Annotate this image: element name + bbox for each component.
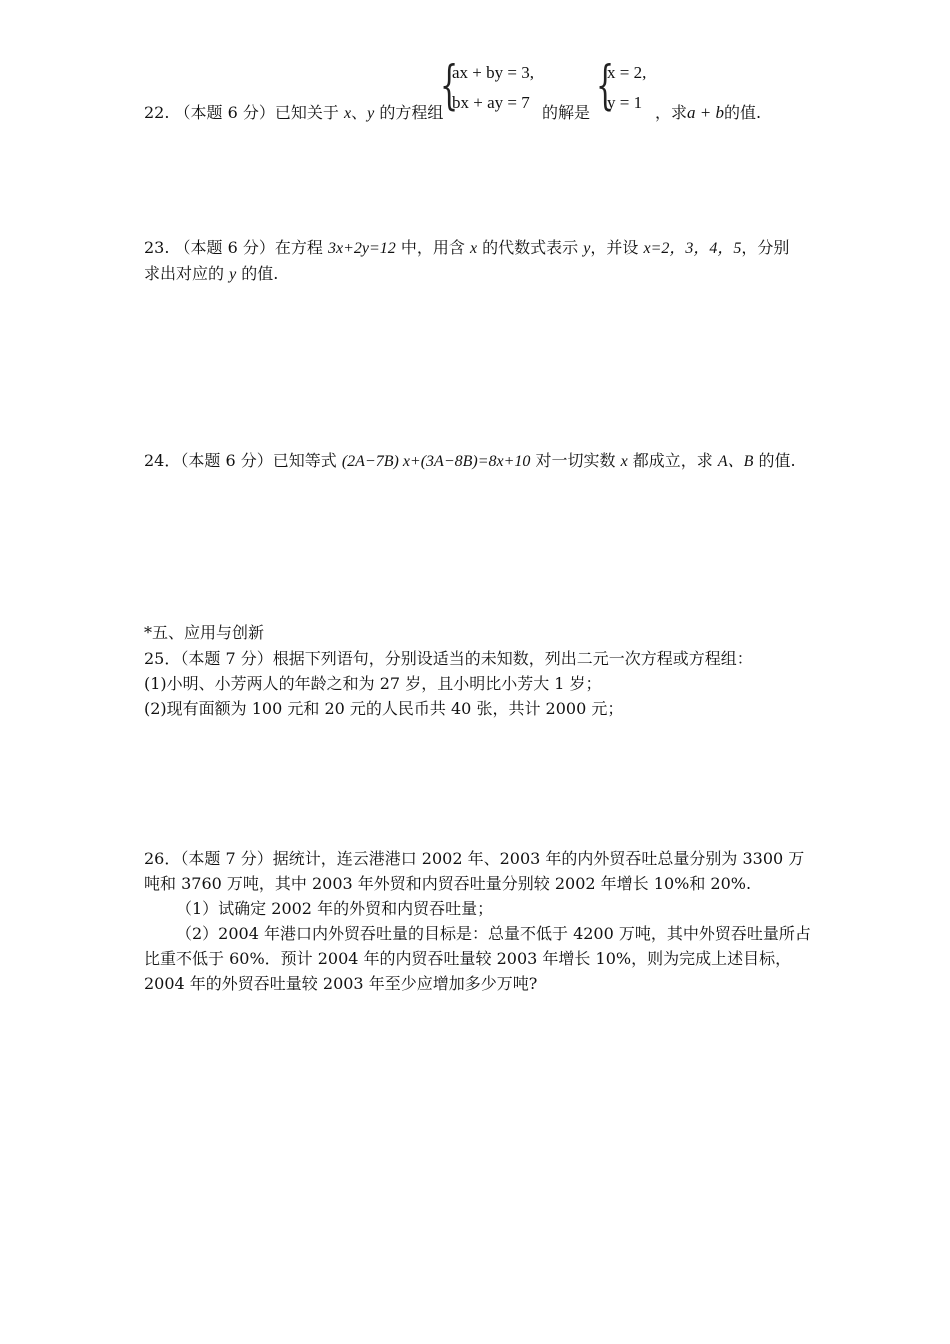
q26-part-2-line-2: 比重不低于 60%．预计 2004 年的内贸吞吐量较 2003 年增长 10%，则为完成上述目标， <box>144 949 792 968</box>
q22-ask: ，求a + b的值. <box>655 103 762 122</box>
system-equation-1: ax + by = 3, <box>452 63 534 82</box>
system-equation-2: bx + ay = 7 <box>452 93 530 112</box>
q22-solution-label: 的解是 <box>542 103 591 122</box>
q23-line-2: 求出对应的 y 的值. <box>144 264 279 283</box>
q26-line-1: 26．（本题 7 分）据统计，连云港港口 2002 年、2003 年的内外贸吞吐总量分别为 3300 万 <box>144 849 805 868</box>
solution-brace-icon: { <box>596 56 615 116</box>
identity-equation: (2A−7B) x+(3A−8B)=8x+10 <box>341 453 531 470</box>
q25-line-2: (1)小明、小芳两人的年龄之和为 27 岁，且小明比小芳大 1 岁； <box>144 674 602 693</box>
q22-lead-text: 22. （本题 6 分）已知关于 x、y 的方程组 <box>144 103 444 122</box>
var-x: x <box>343 105 352 122</box>
sum-expression: a + b <box>687 103 724 122</box>
q25-line-3: (2)现有面额为 100 元和 20 元的人民币共 40 张，共计 2000 元； <box>144 699 624 718</box>
equation-inline: 3x+2y=12 <box>327 240 396 257</box>
q25-line-1: 25．（本题 7 分）根据下列语句，分别设适当的未知数，列出二元一次方程或方程组： <box>144 649 753 668</box>
q26-part-1: （1）试确定 2002 年的外贸和内贸吞吐量； <box>176 899 494 918</box>
solution-equation-2: y = 1 <box>607 93 643 112</box>
q26-part-2-line-1: （2）2004 年港口内外贸吞吐量的目标是：总量不低于 4200 万吨，其中外贸吞吐量所占 <box>176 924 811 943</box>
q23-line-1: 23. （本题 6 分）在方程 3x+2y=12 中，用含 x 的代数式表示 y，并设 x=2，3，4，5，分别 <box>144 238 790 257</box>
solution-equation-1: x = 2, <box>607 63 647 82</box>
system-brace-icon: { <box>440 56 459 116</box>
q24-line: 24．（本题 6 分）已知等式 (2A−7B) x+(3A−8B)=8x+10 对一切实数 x 都成立，求 A、B 的值. <box>144 451 796 470</box>
var-y: y <box>367 105 375 122</box>
q26-line-2: 吨和 3760 万吨，其中 2003 年外贸和内贸吞吐量分别较 2002 年增长 10%和 20%. <box>144 874 752 893</box>
q26-part-2-line-3: 2004 年的外贸吞吐量较 2003 年至少应增加多少万吨? <box>144 974 538 993</box>
section-5-title: *五、应用与创新 <box>144 623 265 642</box>
